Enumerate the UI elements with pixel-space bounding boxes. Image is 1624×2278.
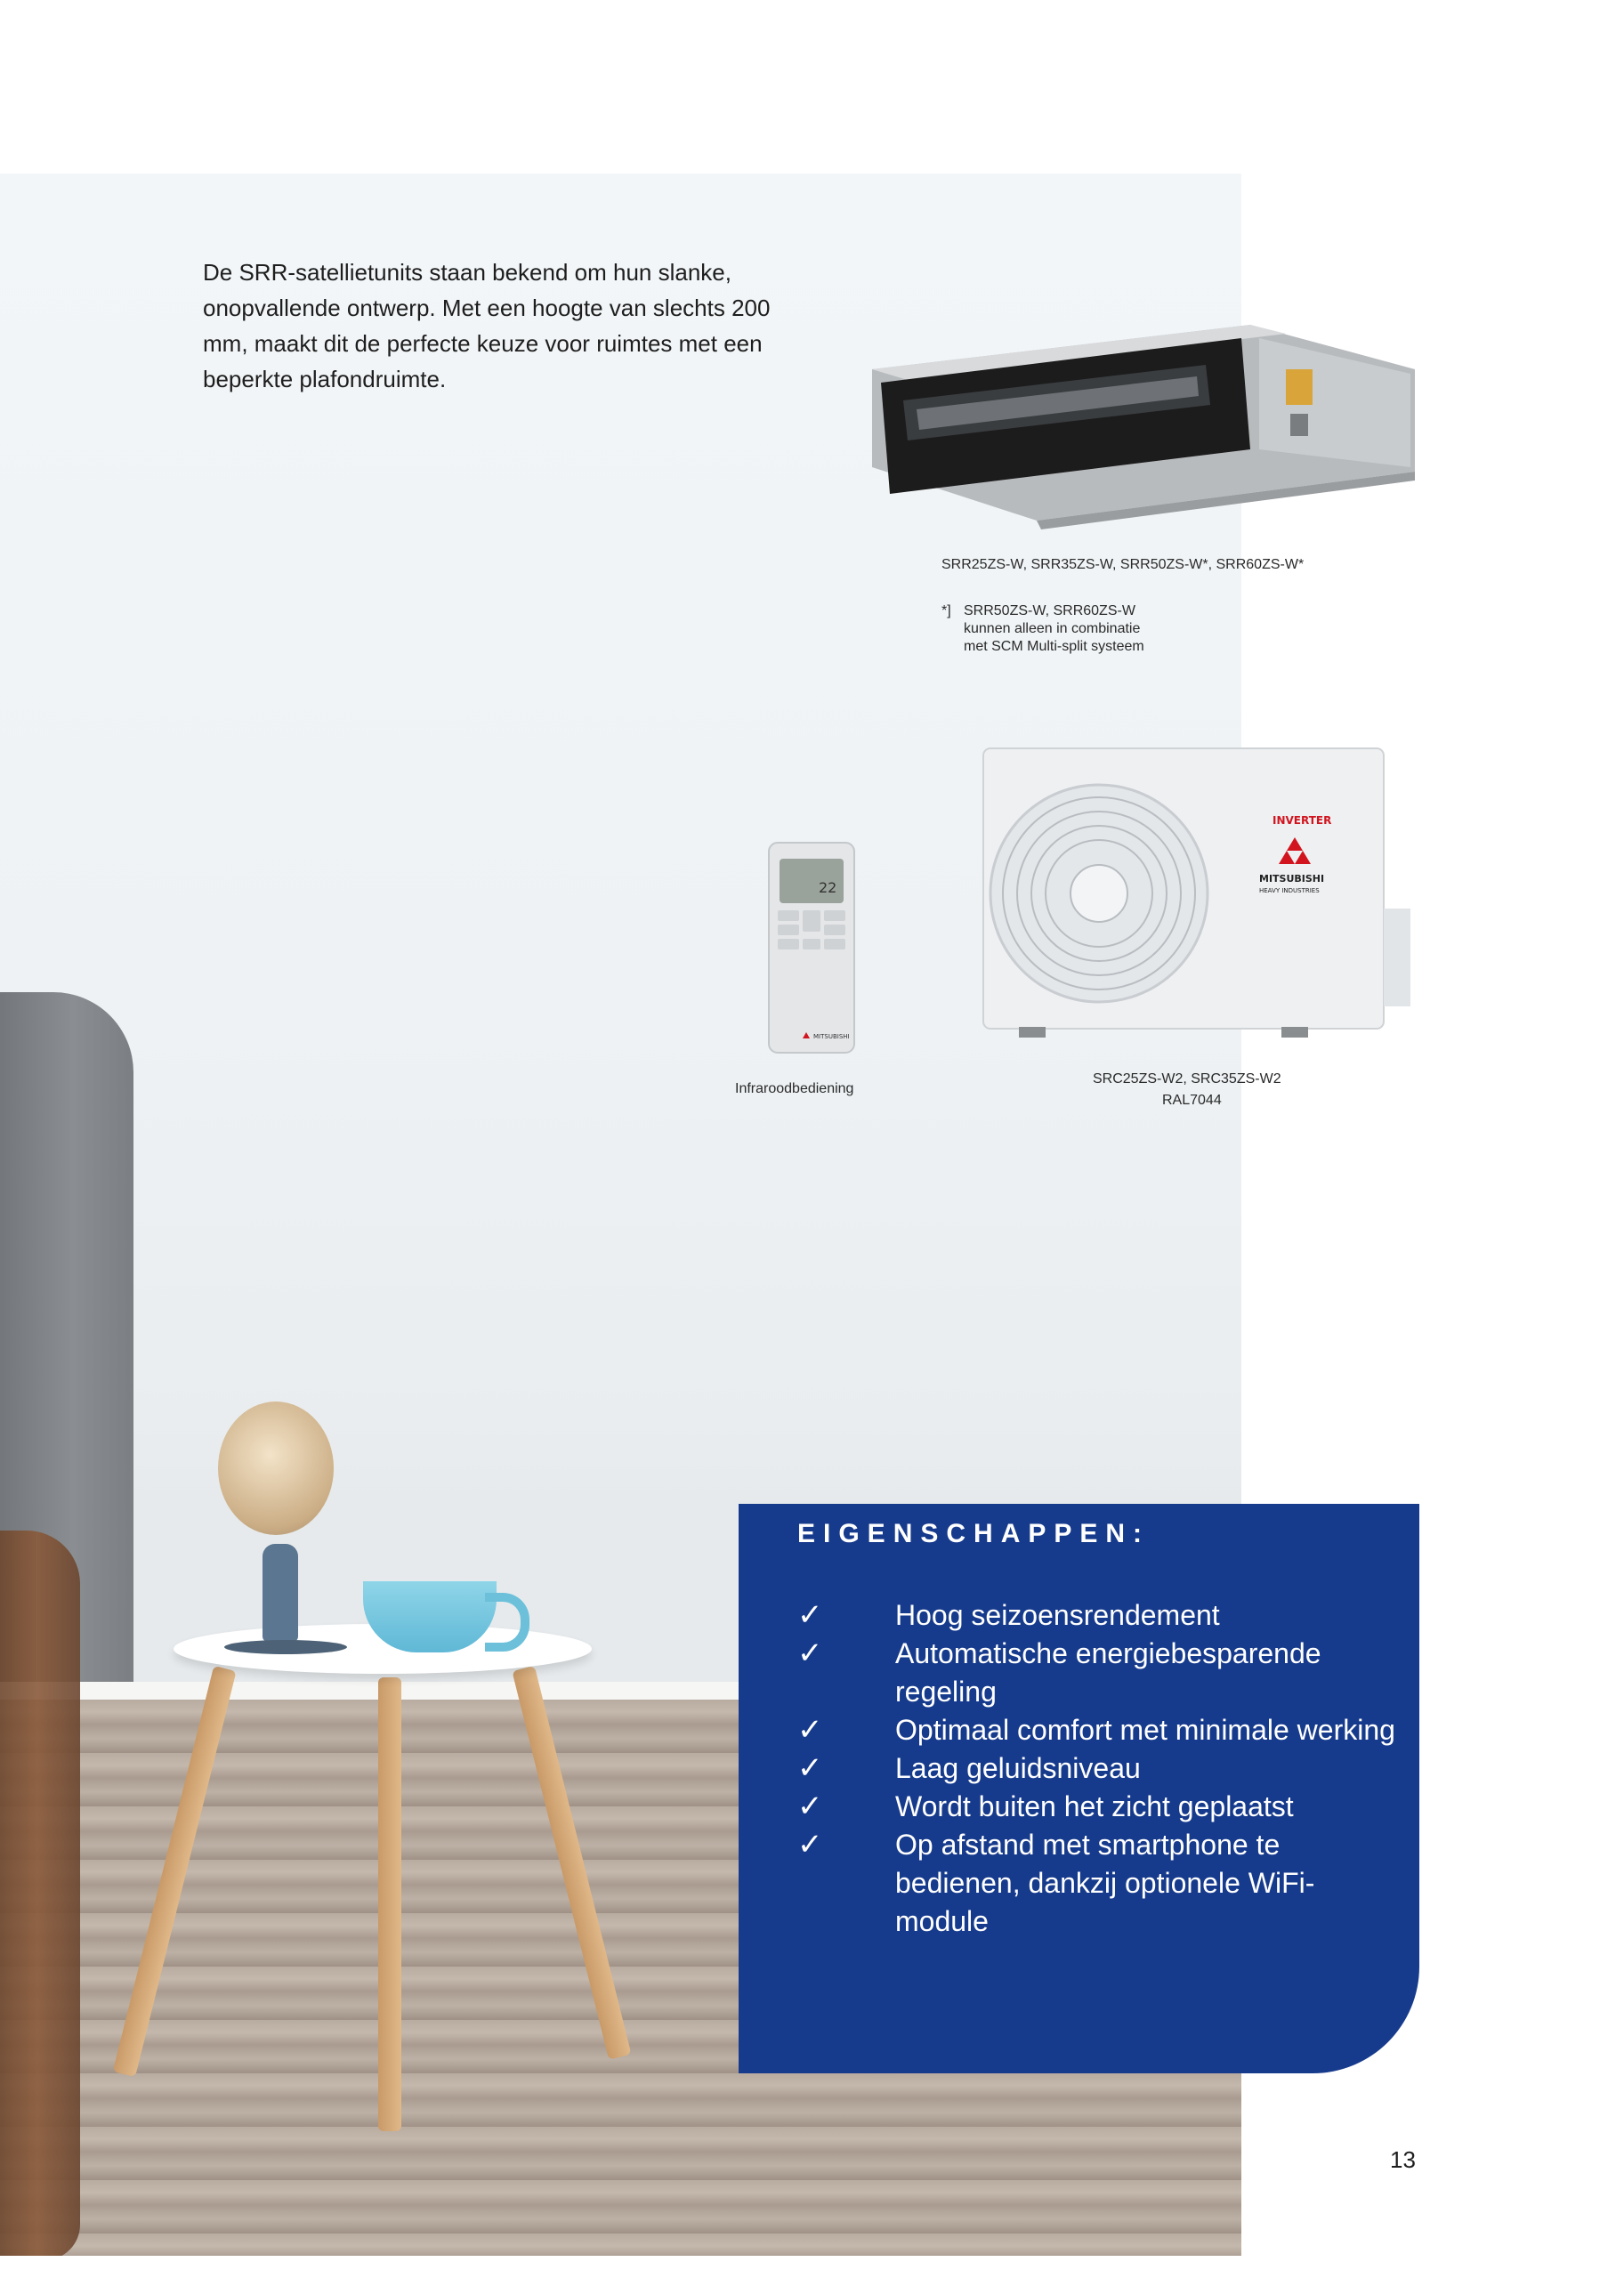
duct-unit-note-line: kunnen alleen in combinatie bbox=[964, 621, 1141, 636]
remote-control-image bbox=[767, 841, 856, 1054]
features-list bbox=[797, 1596, 1402, 1941]
features-title: EIGENSCHAPPEN: bbox=[797, 1519, 1151, 1548]
outdoor-brand-line: HEAVY INDUSTRIES bbox=[1259, 887, 1320, 894]
feature-text: Hoog seizoensrendement bbox=[895, 1599, 1220, 1631]
feature-text: Wordt buiten het zicht geplaatst bbox=[895, 1790, 1294, 1822]
feature-item bbox=[797, 1711, 1402, 1749]
person-hair bbox=[0, 1531, 80, 2256]
duct-unit-note-line: met SCM Multi-split systeem bbox=[964, 639, 1144, 654]
duct-unit-note-line: SRR50ZS-W, SRR60ZS-W bbox=[964, 603, 1135, 618]
inverter-badge: INVERTER bbox=[1273, 814, 1332, 827]
table-leg bbox=[378, 1677, 401, 2131]
checkmark-icon: ✓ bbox=[797, 1636, 823, 1670]
feature-item bbox=[797, 1635, 1402, 1711]
outdoor-unit-color: RAL7044 bbox=[1162, 1093, 1222, 1108]
feature-item bbox=[797, 1749, 1402, 1788]
remote-caption: Infraroodbediening bbox=[735, 1081, 854, 1096]
feature-text: Op afstand met smartphone te bedienen, dankzij optionele WiFi-module bbox=[895, 1829, 1315, 1937]
checkmark-icon: ✓ bbox=[797, 1751, 823, 1785]
remote-display-text: 22 bbox=[819, 879, 837, 896]
feature-item bbox=[797, 1826, 1402, 1941]
outdoor-brand-line: MITSUBISHI bbox=[1259, 873, 1325, 885]
duct-unit-models: SRR25ZS-W, SRR35ZS-W, SRR50ZS-W*, SRR60ZS-W* bbox=[941, 557, 1305, 572]
feature-item bbox=[797, 1788, 1402, 1826]
outdoor-unit-models: SRC25ZS-W2, SRC35ZS-W2 bbox=[1093, 1071, 1281, 1086]
feature-text: Optimaal comfort met minimale werking bbox=[895, 1714, 1395, 1746]
checkmark-icon: ✓ bbox=[797, 1598, 823, 1632]
features-box bbox=[739, 1504, 1419, 2073]
duct-indoor-unit-image bbox=[868, 316, 1419, 529]
outdoor-unit-image bbox=[979, 744, 1415, 1046]
lamp-bulb bbox=[218, 1402, 334, 1535]
lamp-plate bbox=[224, 1640, 347, 1654]
lamp-base bbox=[263, 1544, 298, 1642]
checkmark-icon: ✓ bbox=[797, 1713, 823, 1747]
remote-brand-text: MITSUBISHI bbox=[813, 1033, 850, 1040]
checkmark-icon: ✓ bbox=[797, 1828, 823, 1862]
feature-text: Laag geluidsniveau bbox=[895, 1752, 1141, 1784]
feature-item bbox=[797, 1596, 1402, 1635]
page-number: 13 bbox=[1390, 2146, 1416, 2173]
feature-text: Automatische energiebesparende regeling bbox=[895, 1637, 1321, 1708]
checkmark-icon: ✓ bbox=[797, 1789, 823, 1823]
duct-unit-note-marker: *] bbox=[941, 603, 951, 618]
intro-paragraph: De SRR-satellietunits staan bekend om hun slanke, onopvallende ontwerp. Met een hoogte van slechts 200 mm, maakt dit de perfecte keuze voor ruimtes met een beperkte plafondruimte. bbox=[203, 259, 771, 392]
